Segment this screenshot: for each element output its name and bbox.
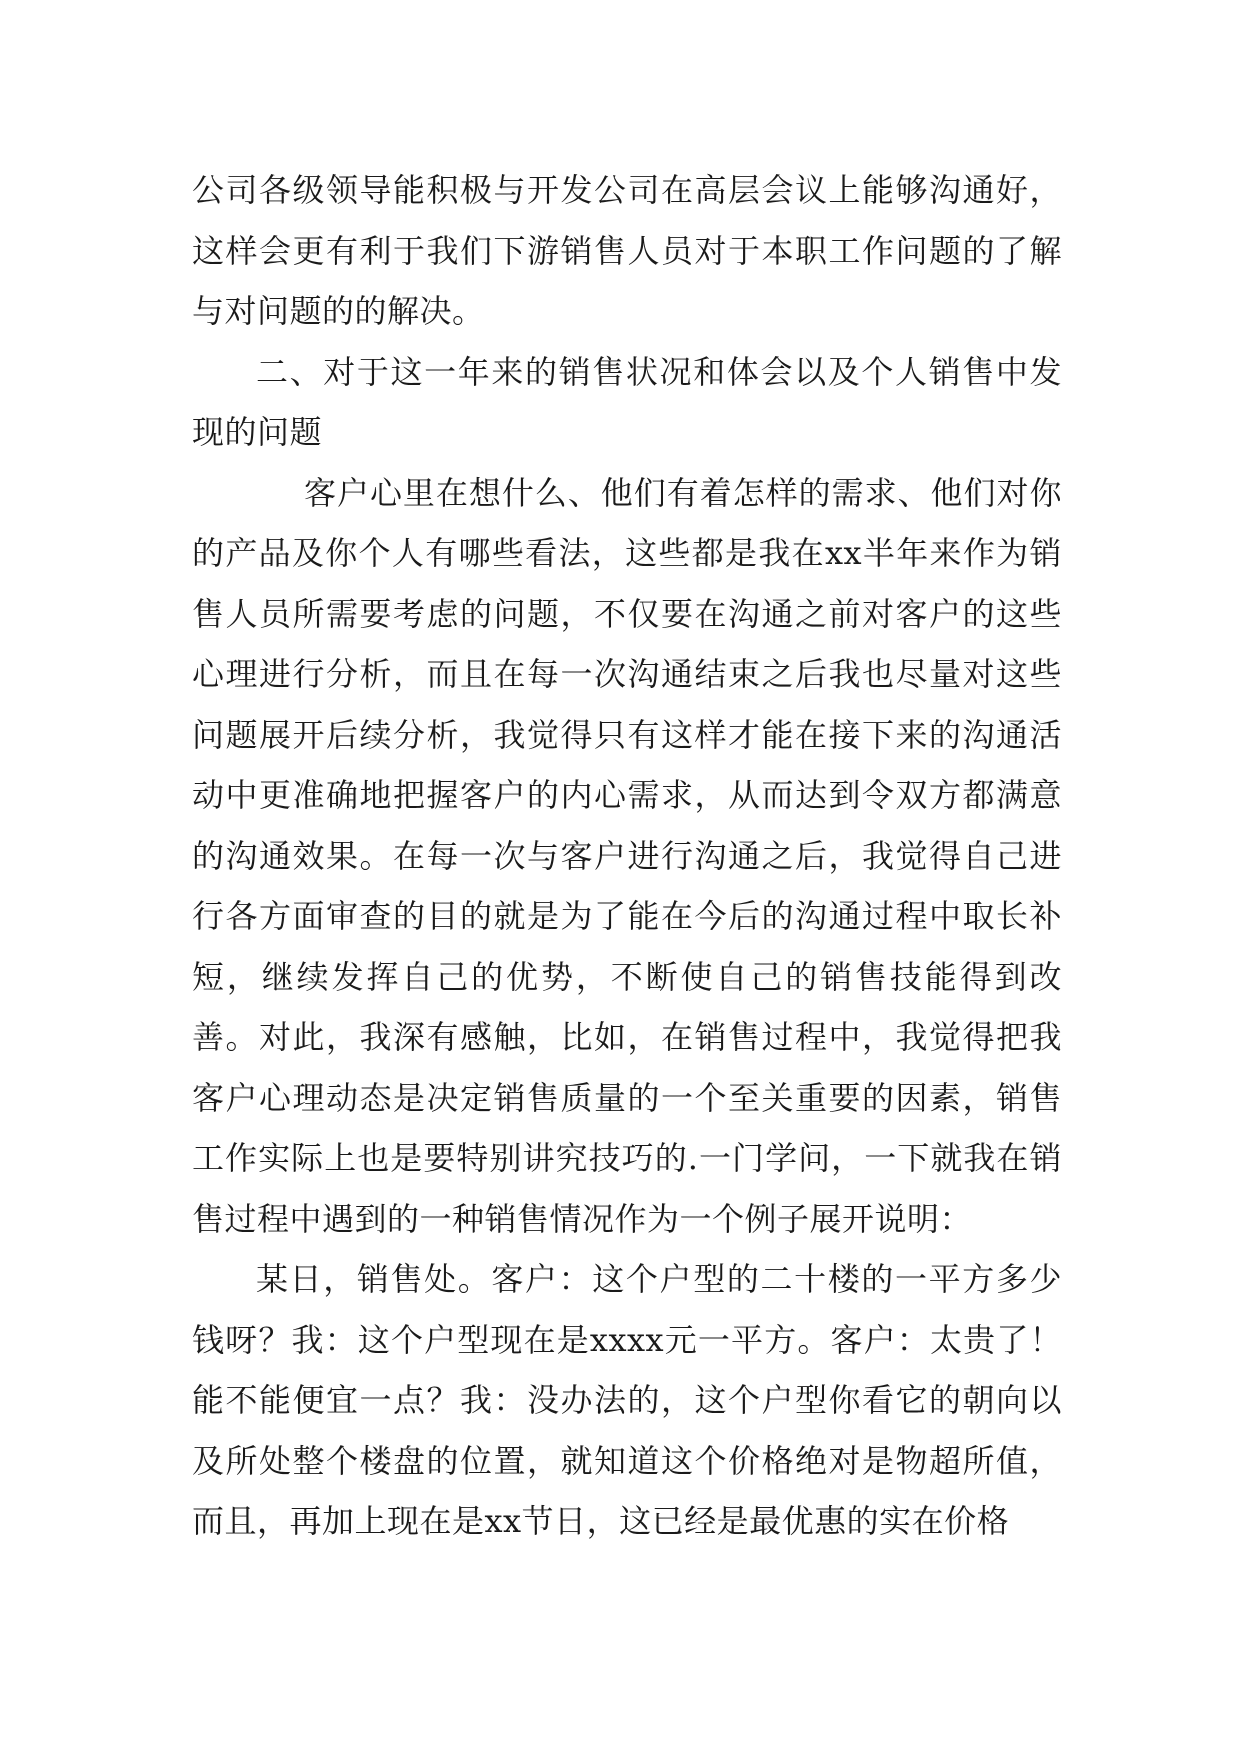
document-body bbox=[192, 160, 1062, 1552]
paragraph-1: 公司各级领导能积极与开发公司在高层会议上能够沟通好，这样会更有利于我们下游销售人员对于本职工作问题的了解与对问题的的解决。 bbox=[192, 171, 1062, 330]
paragraph-3: 某日，销售处。客户：这个户型的二十楼的一平方多少钱呀？我：这个户型现在是xxxx元一平方。客户：太贵了！能不能便宜一点？我：没办法的，这个户型你看它的朝向以及所处整个楼盘的位置，就知道这个价格绝对是物超所值，而且，再加上现在是xx节日，这已经是最优惠的实在价格 bbox=[192, 1260, 1062, 1540]
section-heading: 二、对于这一年来的销售状况和体会以及个人销售中发现的问题 bbox=[192, 352, 1062, 451]
paragraph-2: 客户心里在想什么、他们有着怎样的需求、他们对你的产品及你个人有哪些看法，这些都是我在xx半年来作为销售人员所需要考虑的问题，不仅要在沟通之前对客户的这些心理进行分析，而且在每一次沟通结束之后我也尽量对这些问题展开后续分析，我觉得只有这样才能在接下来的沟通活动中更准确地把握客户的内心需求，从而达到令双方都满意的沟通效果。在每一次与客户进行沟通之后，我觉得自己进行各方面审查的目的就是为了能在今后的沟通过程中取长补短，继续发挥自己的优势，不断使自己的销售技能得到改善。对此，我深有感触，比如，在销售过程中，我觉得把我客户心理动态是决定销售质量的一个至关重要的因素，销售工作实际上也是要特别讲究技巧的.一门学问，一下就我在销售过程中遇到的一种销售情况作为一个例子展开说明： bbox=[192, 473, 1062, 1238]
